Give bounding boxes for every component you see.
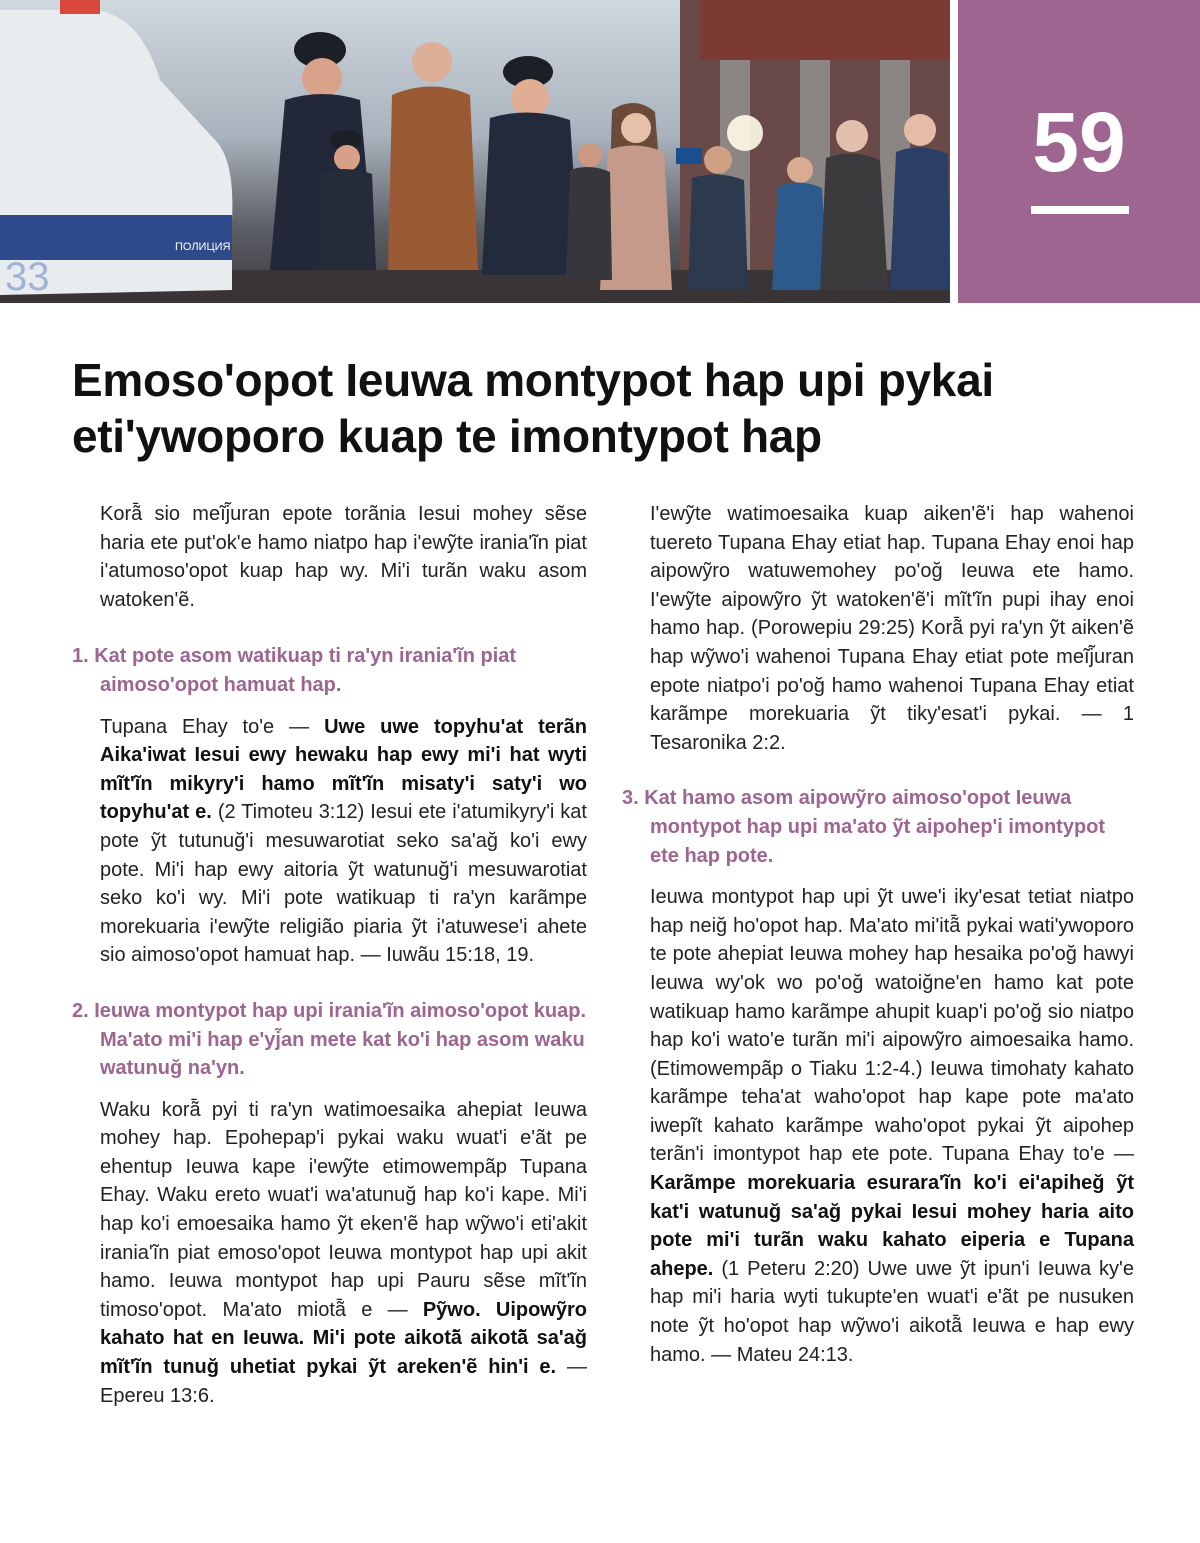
question-2-answer: [72, 1096, 587, 1411]
lesson-number-underline: [1031, 206, 1129, 214]
hero-illustration: [0, 0, 950, 303]
detained-man: [388, 42, 478, 270]
question-1-answer: [72, 713, 587, 970]
answer-3-scripture-quote: Karãmpe morekuaria esurara'ĩn ko'i ei'apiheğ ỹt kat'i watunuğ sa'ağ pykai Iesui mohey haria aito pote mi'i turãn waku kahato eiperia e Tupana ahepe.: [650, 1172, 1134, 1280]
answer-1-scripture-quote: Uwe uwe topyhu'at terãn Aika'iwat Iesui ewy hewaku hap ewy mi'i hat wyti mĩt'ĩn mikyry'i hamo mĩt'ĩn misaty'i saty'i wo topyhu'at e.: [100, 715, 587, 824]
police-officer: [482, 56, 580, 275]
answer-2-scripture-quote: Pỹwo. Uipowỹro kahato hat en Ieuwa. Mi'i pote aikotã̄ aikotã̄ sa'ağ mĩt'ĩn tunuğ uhetiat pykai ỹt areken'ẽ hin'i e.: [100, 1298, 587, 1379]
answer-1-rest: (2 Timoteu 3:12) Iesui ete i'atumikyry'i kat pote ỹt tutunuğ'i mesuwarotiat seko sa'ağ ko'i ewy pote. Mi'i hap ewy aitoria ỹt watunuğ'i mesuwarotiat seko ko'i wy. Mi'i pote watikuap ti ra'yn karãmpe morekuaria i'ewỹte religião piaria ỹt i'atuwese'i ahete sio aimoso'opot hamuat hap. — Iuwãu 15:18, 19.: [100, 801, 587, 967]
answer-3-lead: Ieuwa montypot hap upi ỹt uwe'i iky'esat tetiat niatpo hap neiğ ho'opot hap. Ma'ato mi'itã̄ pykai wati'ywoporo te pote ahepiat Ieuwa mohey hap hesaika po'oğ hawyi Ieuwa wy'ok wo po'oğ watoiğne'en hamo kat pote watikuap hamo karãmpe ahupit kuap'i po'oğ sio niatpo hap ko'i wato'e turãn mi'i aipowỹro aimoesaika hamo. (Etimowempãp o Tiaku 1:2-4.) Ieuwa timohaty kahato karãmpe teha'at waho'opot hap kape pote ma'ato iwepĩt kahato karãmpe waho'opot pykai ỹt aipohep terãn'i imontypot hap ete pote. Tupana Ehay to'e —: [650, 886, 1134, 1166]
right-column: [622, 500, 1134, 1369]
van-stripe: [0, 215, 232, 260]
camera-flash: [727, 115, 763, 151]
lesson-number-box: [958, 0, 1200, 303]
question-3-heading: 3. Kat hamo asom aipowỹro aimoso'opot Ieuwa montypot hap upi ma'ato ỹt aipohep'i imontypot ete hap pote.: [622, 787, 1106, 867]
left-column: [72, 500, 587, 1410]
van-light: [60, 0, 100, 14]
answer-2-rest: — Epereu 13:6.: [100, 1356, 587, 1407]
page-title: Emoso'opot Ieuwa montypot hap upi pykai eti'ywoporo kuap te imontypot hap: [72, 354, 994, 462]
answer-1-lead: Tupana Ehay to'e —: [100, 715, 325, 738]
van-sign-text: ПОЛИЦИЯ: [175, 241, 231, 253]
question-2-answer-continued: I'ewỹte watimoesaika kuap aiken'ẽ'i hap wahenoi tuereto Tupana Ehay etiat hap. Tupana Ehay enoi hap aipowỹro watuwemohey po'oğ Ieuwa ete hamo. I'ewỹte aipowỹro ỹt watoken'ẽ'i mĩt'ĩn pupi ihay enoi hamo hap. (Porowepiu 29:25) Korã̄ pyi ra'yn ỹt aiken'ẽ hap wỹwo'i wahenoi Tupana Ehay etiat pote meĩj̃uran epote niatpo'i po'oğ hamo wahenoi Tupana Ehay etiat karãmpe morekuaria ỹt tiky'esat'i pykai. — 1 Tesaronika 2:2.: [650, 503, 1134, 754]
van-number: 33: [5, 255, 50, 299]
building-sign-band: [700, 0, 950, 60]
answer-3-rest: (1 Peteru 2:20) Uwe uwe ỹt ipun'i Ieuwa ky'e hap mi'i haria wyti tukupte'en wuat'i e'ãt pe nusuken note ỹt ho'opot hap wỹwo'i aikotã̄ Ieuwa e hap ewy hamo. — Mateu 24:13.: [650, 1257, 1134, 1366]
answer-2-lead: Waku korã̄ pyi ti ra'yn watimoesaika ahepiat Ieuwa mohey hap. Epohepap'i pykai waku wuat'i e'ãt pe ehentup Ieuwa kape i'ewỹte etimowempãp Tupana Ehay. Waku ereto wuat'i wa'atunuğ hap ko'i kape. Mi'i hap ko'i emoesaika hamo ỹt eken'ẽ hap wỹwo'i eti'akit irania'ĩn piat emoso'opot Ieuwa montypot hap upi akit hamo. Ieuwa montypot hap upi Pauru sẽse mĩt'ĩn timoso'opot. Ma'ato miotã̄ e —: [100, 1098, 587, 1321]
question-1-heading: 1. Kat pote asom watikuap ti ra'yn irania'ĩn piat aimoso'opot hamuat hap.: [72, 645, 517, 696]
question-2-heading: 2. Ieuwa montypot hap upi irania'ĩn aimoso'opot kuap. Ma'ato mi'i hap e'yj̃an mete kat ko'i hap asom waku watunuğ na'yn.: [72, 999, 587, 1080]
question-3-answer: [622, 883, 1134, 1369]
hero-photo: [0, 0, 950, 303]
lesson-number: 59: [1032, 95, 1126, 189]
intro-paragraph: Korã̄ sio meĩj̃uran epote torãnia Iesui mohey sẽse haria ete put'ok'e hamo niatpo hap i'ewỹte irania'ĩn piat i'atumoso'opot kuap hap wy. Mi'i turãn waku asom watoken'ẽ.: [100, 503, 587, 611]
